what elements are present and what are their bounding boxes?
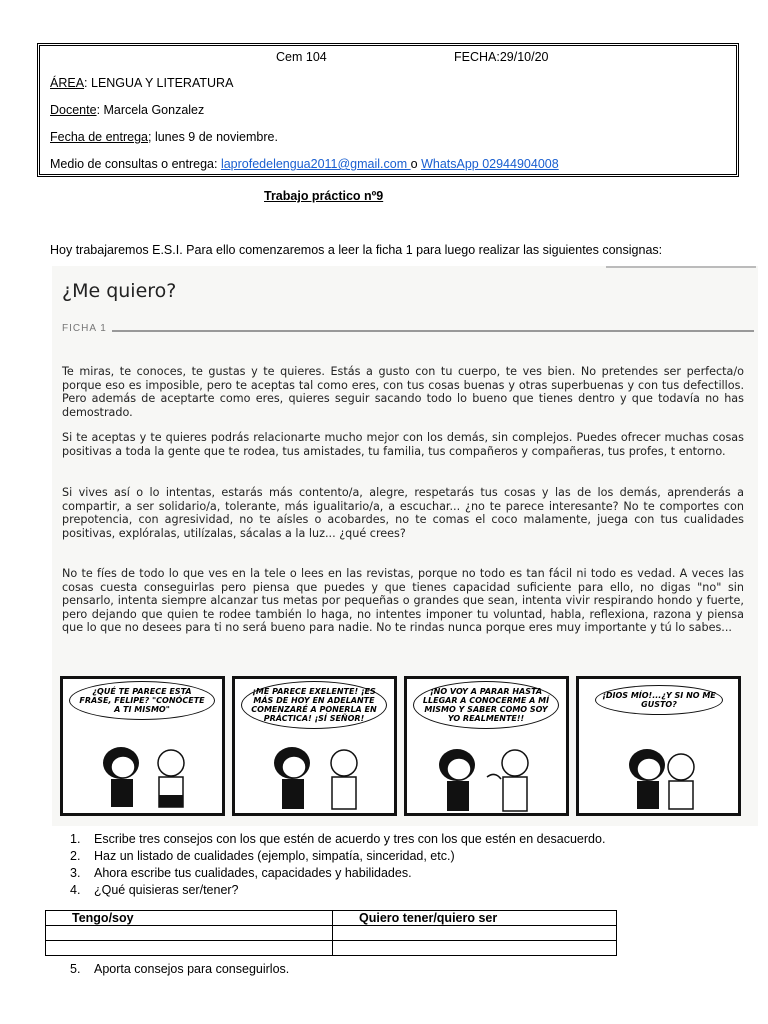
table-cell[interactable]	[333, 941, 617, 956]
task-text: Ahora escribe tus cualidades, capacidades y habilidades.	[94, 866, 412, 880]
entrega-line	[50, 130, 278, 144]
table-header-row	[46, 911, 617, 926]
entrega-label: Fecha de entrega	[50, 130, 148, 144]
list-item: 1. Escribe tres consejos con los que estén de acuerdo y tres con los que estén en desacuerdo.	[70, 832, 606, 846]
column-header-quiero: Quiero tener/quiero ser	[333, 911, 617, 926]
paragraph-3: Si vives así o lo intentas, estarás más contento/a, alegre, respetarás tus cosas y las de los demás, aprenderás a compartir, a ser solidario/a, tolerante, más igualitario/a, a escuchar... ¿no te parece interesante? No te comportes con prepotencia, con agresividad, no te aísles o acobardes, no te comas el coco malamente, juega con tus cualidades positivas, explóralas, utilízalas, sácalas a la luz... ¿qué crees?	[62, 486, 744, 540]
comic-panel-4	[576, 676, 741, 816]
task-list	[70, 831, 605, 899]
mafalda-felipe-icon	[427, 737, 552, 813]
speech-bubble: ¡NO VOY A PARAR HASTA LLEGAR A CONOCERME A MÍ MISMO Y SABER COMO SOY YO REALMENTE!!	[413, 681, 559, 729]
answer-table	[45, 910, 617, 956]
date: FECHA:29/10/20	[454, 50, 549, 64]
docente-label: Docente	[50, 103, 97, 117]
paragraph-2: Si te aceptas y te quieres podrás relacionarte mucho mejor con los demás, sin complejos. Puedes ofrecer muchas cosas positivas a toda la gente que te rodea, tus amistades, tu familia, tus compañeros y compañeras, tus profes, t entorno.	[62, 431, 744, 458]
scan-top-line	[606, 266, 756, 268]
entrega-value: ; lunes 9 de noviembre.	[148, 130, 278, 144]
header-box	[37, 43, 739, 177]
table-cell[interactable]	[46, 941, 333, 956]
mafalda-felipe-icon	[607, 733, 717, 813]
ficha-label: FICHA 1	[62, 323, 107, 334]
task-text: Aporta consejos para conseguirlos.	[94, 962, 290, 976]
speech-bubble: ¡ME PARECE EXELENTE! ¡ES MÁS DE HOY EN ADELANTE COMENZARÉ A PONERLA EN PRÁCTICA! ¡SÍ SEÑOR!	[241, 681, 387, 729]
paragraph-1: Te miras, te conoces, te gustas y te quieres. Estás a gusto con tu cuerpo, te ves bien. No pretendes ser perfecta/o porque eso es imposible, pero te aceptas tal como eres, con tus cosas buenas y otras superbuenas y con tus defectillos. Pero además de aceptarte como eres, quieres seguir sacando todo lo bueno que tienes dentro y que todavía no has demostrado.	[62, 365, 744, 419]
area-line	[50, 76, 233, 90]
comic-panel-2	[232, 676, 397, 816]
comic-panel-3	[404, 676, 569, 816]
speech-bubble: ¡DIOS MÍO!...¿Y SI NO ME GUSTO?	[595, 685, 723, 715]
email-link[interactable]: laprofedelengua2011@gmail.com	[220, 157, 411, 171]
intro-text: Hoy trabajaremos E.S.I. Para ello comenzaremos a leer la ficha 1 para luego realizar las siguientes consignas:	[50, 243, 663, 257]
speech-bubble: ¿QUÉ TE PARECE ESTA FRASE, FELIPE? "CONÓCETE A TI MISMO"	[69, 681, 215, 720]
list-item: 2. Haz un listado de cualidades (ejemplo, simpatía, sinceridad, etc.)	[70, 849, 455, 863]
list-item: 4. ¿Qué quisieras ser/tener?	[70, 883, 239, 897]
course-code: Cem 104	[276, 50, 327, 64]
mafalda-felipe-icon	[93, 733, 203, 813]
docente-line	[50, 103, 204, 117]
table-cell[interactable]	[333, 926, 617, 941]
mafalda-felipe-icon	[260, 735, 380, 813]
table-row	[46, 926, 617, 941]
area-value: : LENGUA Y LITERATURA	[84, 76, 234, 90]
task-text: Haz un listado de cualidades (ejemplo, simpatía, sinceridad, etc.)	[94, 849, 455, 863]
column-header-tengo: Tengo/soy	[46, 911, 333, 926]
ficha-divider	[112, 330, 754, 332]
task-text: Escribe tres consejos con los que estén de acuerdo y tres con los que estén en desacuerdo.	[94, 832, 606, 846]
contact-separator: o	[410, 157, 422, 171]
contact-label: Medio de consultas o entrega:	[50, 157, 221, 171]
task-text: ¿Qué quisieras ser/tener?	[94, 883, 239, 897]
docente-value: : Marcela Gonzalez	[96, 103, 205, 117]
page-title: Trabajo práctico nº9	[264, 189, 384, 203]
list-item: 3. Ahora escribe tus cualidades, capacidades y habilidades.	[70, 866, 412, 880]
comic-panel-1	[60, 676, 225, 816]
paragraph-4: No te fíes de todo lo que ves en la tele o lees en las revistas, porque no todo es tan fácil ni todo es vedad. A veces las cosas cuesta conseguirlas pero piensa que puedes y que tienes capacidad suficiente para ello, no digas "no" sin pensarlo, intenta siempre alcanzar tus metas por pequeñas o grandes que sean, intenta vivir respirando hondo y fuerte, pero dejando que quien te rodee también lo haga, no intentes imponer tu voluntad, habla, reflexiona, razona y piensa que lo que no desees para ti no será bueno para nadie. No te rindas nunca porque eres muy importante y tú lo sabes...	[62, 567, 744, 635]
area-label: ÁREA	[50, 76, 85, 90]
scanned-worksheet	[52, 266, 758, 826]
table-row	[46, 941, 617, 956]
whatsapp-link[interactable]: WhatsApp 02944904008	[421, 157, 559, 171]
list-item: 5. Aporta consejos para conseguirlos.	[70, 962, 290, 976]
table-cell[interactable]	[46, 926, 333, 941]
comic-strip	[60, 676, 750, 816]
contact-line	[50, 157, 559, 171]
worksheet-heading: ¿Me quiero?	[62, 280, 177, 302]
